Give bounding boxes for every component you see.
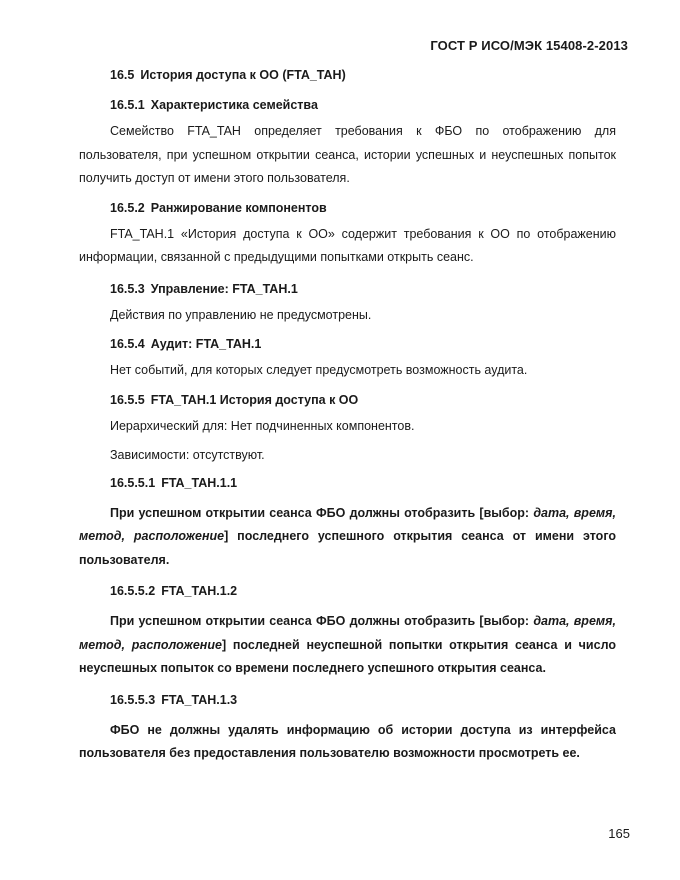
section-number: 16.5.5 [110,392,145,407]
section-number: 16.5.2 [110,200,145,215]
section-number: 16.5.1 [110,98,145,112]
document-header: ГОСТ Р ИСО/МЭК 15408-2-2013 [430,38,628,53]
element-title: FTA_TAH.1.2 [161,584,238,598]
element-number: 16.5.5.1 [110,475,156,490]
section-heading-16-5-3 [79,280,616,298]
element-title: FTA_TAH.1.1 [161,475,238,490]
section-number: 16.5.4 [110,337,145,351]
section-heading-16-5-4 [79,335,616,353]
element-text-fta-tah-1-1 [79,502,616,573]
section-title: Ранжирование компонентов [150,200,327,215]
element-text-fta-tah-1-3: ФБО не должны удалять информацию об истории доступа из интерфейса пользователя без предоставления пользователю возможности просмотреть ее. [79,722,616,760]
section-title: FTA_TAH.1 История доступа к ОО [150,392,359,407]
element-number: 16.5.5.2 [110,584,156,598]
section-title: Аудит: FTA_TAH.1 [150,337,262,351]
paragraph-family-description: Семейство FTA_TAH определяет требования к ФБО по отображению для пользователя, при успешном открытии сеанса, истории успешных и неуспешных попыток получить доступ от имени этого пользователя. [79,124,616,185]
element-text-tail: ] последнего успешного открытия сеанса от имени этого пользователя. [79,529,616,567]
page-number: 165 [608,826,630,841]
section-title: Управление: FTA_TAH.1 [150,281,298,296]
element-heading-16-5-5-1 [79,474,616,492]
element-title: FTA_TAH.1.3 [161,692,238,707]
selection-options: дата, время, метод, расположение [79,614,616,652]
section-heading-16-5-2 [79,199,616,217]
paragraph-dependencies: Зависимости: отсутствуют. [110,448,265,462]
paragraph-component-levelling: FTA_TAH.1 «История доступа к ОО» содержит требования к ОО по отображению информации, связанной с предыдущими попытками открыть сеанс. [79,226,616,264]
element-text-lead: При успешном открытии сеанса ФБО должны отобразить [выбор: [110,505,534,520]
section-title: История доступа к ОО (FTA_TAH) [140,68,346,82]
element-number: 16.5.5.3 [110,692,156,707]
paragraph-management: Действия по управлению не предусмотрены. [110,307,372,322]
section-title: Характеристика семейства [150,98,318,112]
page-content [79,66,616,766]
section-heading-16-5-1 [79,96,616,114]
section-heading-16-5-5 [79,391,616,409]
element-text-fta-tah-1-2 [79,610,616,681]
selection-options: дата, время, метод, расположение [79,505,616,543]
element-heading-16-5-5-2 [79,582,616,600]
paragraph-audit: Нет событий, для которых следует предусмотреть возможность аудита. [110,363,528,377]
element-heading-16-5-5-3 [79,691,616,709]
section-heading-16-5 [79,66,616,84]
element-text-lead: При успешном открытии сеанса ФБО должны отобразить [выбор: [110,614,534,628]
section-number: 16.5.3 [110,281,145,296]
paragraph-hierarchical: Иерархический для: Нет подчиненных компонентов. [110,418,415,433]
section-number: 16.5 [110,68,135,82]
element-text-tail: ] последней неуспешной попытки открытия сеанса и число неуспешных попыток со времени последнего успешного открытия сеанса. [79,637,616,675]
